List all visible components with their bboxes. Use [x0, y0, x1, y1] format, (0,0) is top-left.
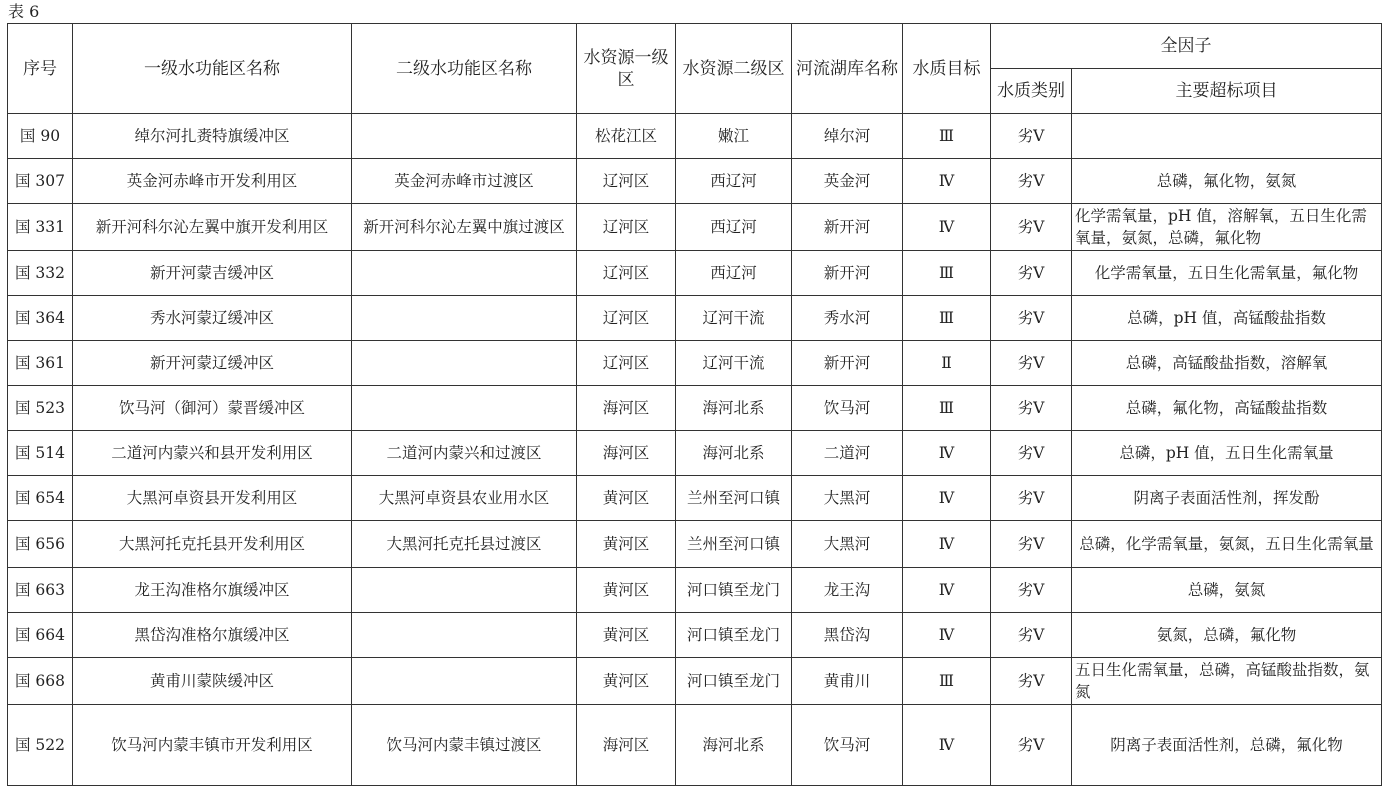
cell-seq: 国 522	[8, 705, 73, 786]
cell-quality-class: 劣Ⅴ	[991, 341, 1072, 386]
cell-water-region-2: 嫩江	[676, 114, 792, 159]
water-function-zone-table	[7, 23, 1382, 786]
cell-secondary-zone	[352, 568, 577, 613]
table-row	[8, 431, 1382, 476]
cell-water-region-1: 黄河区	[577, 476, 676, 521]
cell-secondary-zone	[352, 341, 577, 386]
table-row	[8, 521, 1382, 568]
cell-target: Ⅳ	[903, 613, 991, 658]
cell-primary-zone: 饮马河（御河）蒙晋缓冲区	[73, 386, 352, 431]
header-water-region-2: 水资源二级区	[676, 24, 792, 114]
cell-river-lake: 大黑河	[792, 521, 903, 568]
cell-water-region-2: 兰州至河口镇	[676, 521, 792, 568]
cell-main-items: 化学需氧量，pH 值，溶解氧，五日生化需氧量，氨氮，总磷，氟化物	[1072, 204, 1382, 251]
cell-target: Ⅳ	[903, 568, 991, 613]
table-row	[8, 568, 1382, 613]
cell-primary-zone: 黑岱沟准格尔旗缓冲区	[73, 613, 352, 658]
header-water-region-1: 水资源一级区	[577, 24, 676, 114]
table-row	[8, 386, 1382, 431]
cell-main-items: 阴离子表面活性剂，总磷，氟化物	[1072, 705, 1382, 786]
cell-secondary-zone	[352, 613, 577, 658]
cell-seq: 国 664	[8, 613, 73, 658]
cell-water-region-2: 海河北系	[676, 431, 792, 476]
table-row	[8, 705, 1382, 786]
cell-water-region-1: 辽河区	[577, 204, 676, 251]
cell-main-items: 氨氮，总磷，氟化物	[1072, 613, 1382, 658]
cell-quality-class: 劣Ⅴ	[991, 114, 1072, 159]
cell-water-region-1: 黄河区	[577, 613, 676, 658]
cell-seq: 国 654	[8, 476, 73, 521]
cell-quality-class: 劣Ⅴ	[991, 431, 1072, 476]
cell-secondary-zone	[352, 658, 577, 705]
cell-seq: 国 523	[8, 386, 73, 431]
cell-target: Ⅳ	[903, 705, 991, 786]
cell-primary-zone: 黄甫川蒙陕缓冲区	[73, 658, 352, 705]
table-header	[8, 24, 1382, 114]
header-main-items: 主要超标项目	[1072, 69, 1382, 114]
cell-water-region-1: 辽河区	[577, 341, 676, 386]
cell-river-lake: 绰尔河	[792, 114, 903, 159]
cell-water-region-1: 辽河区	[577, 251, 676, 296]
cell-quality-class: 劣Ⅴ	[991, 613, 1072, 658]
cell-water-region-1: 海河区	[577, 386, 676, 431]
table-body	[8, 114, 1382, 786]
cell-primary-zone: 大黑河托克托县开发利用区	[73, 521, 352, 568]
cell-water-region-2: 河口镇至龙门	[676, 568, 792, 613]
cell-secondary-zone: 新开河科尔沁左翼中旗过渡区	[352, 204, 577, 251]
cell-river-lake: 龙王沟	[792, 568, 903, 613]
cell-water-region-1: 松花江区	[577, 114, 676, 159]
cell-main-items: 总磷，pH 值，五日生化需氧量	[1072, 431, 1382, 476]
table-row	[8, 296, 1382, 341]
cell-seq: 国 663	[8, 568, 73, 613]
table-row	[8, 204, 1382, 251]
table-caption: 表 6	[8, 2, 40, 21]
cell-seq: 国 307	[8, 159, 73, 204]
cell-primary-zone: 二道河内蒙兴和县开发利用区	[73, 431, 352, 476]
cell-main-items: 总磷，pH 值，高锰酸盐指数	[1072, 296, 1382, 341]
cell-target: Ⅲ	[903, 251, 991, 296]
cell-primary-zone: 龙王沟准格尔旗缓冲区	[73, 568, 352, 613]
cell-target: Ⅳ	[903, 476, 991, 521]
cell-target: Ⅳ	[903, 521, 991, 568]
cell-water-region-2: 河口镇至龙门	[676, 658, 792, 705]
cell-water-region-2: 辽河干流	[676, 341, 792, 386]
cell-primary-zone: 饮马河内蒙丰镇市开发利用区	[73, 705, 352, 786]
cell-secondary-zone: 饮马河内蒙丰镇过渡区	[352, 705, 577, 786]
cell-river-lake: 饮马河	[792, 386, 903, 431]
header-river-lake: 河流湖库名称	[792, 24, 903, 114]
cell-water-region-1: 辽河区	[577, 159, 676, 204]
table-row	[8, 114, 1382, 159]
cell-secondary-zone: 大黑河托克托县过渡区	[352, 521, 577, 568]
cell-secondary-zone	[352, 296, 577, 341]
table-row	[8, 613, 1382, 658]
table-row	[8, 658, 1382, 705]
cell-water-region-1: 黄河区	[577, 658, 676, 705]
cell-seq: 国 364	[8, 296, 73, 341]
table-row	[8, 341, 1382, 386]
cell-river-lake: 秀水河	[792, 296, 903, 341]
header-quality-class: 水质类别	[991, 69, 1072, 114]
cell-primary-zone: 新开河科尔沁左翼中旗开发利用区	[73, 204, 352, 251]
cell-main-items: 总磷，氨氮	[1072, 568, 1382, 613]
cell-target: Ⅳ	[903, 159, 991, 204]
cell-secondary-zone	[352, 251, 577, 296]
cell-seq: 国 361	[8, 341, 73, 386]
cell-secondary-zone: 大黑河卓资县农业用水区	[352, 476, 577, 521]
cell-water-region-2: 兰州至河口镇	[676, 476, 792, 521]
cell-river-lake: 大黑河	[792, 476, 903, 521]
cell-river-lake: 黑岱沟	[792, 613, 903, 658]
cell-river-lake: 英金河	[792, 159, 903, 204]
cell-primary-zone: 新开河蒙吉缓冲区	[73, 251, 352, 296]
cell-target: Ⅲ	[903, 296, 991, 341]
cell-water-region-1: 海河区	[577, 705, 676, 786]
table-row	[8, 251, 1382, 296]
cell-water-region-2: 海河北系	[676, 386, 792, 431]
cell-water-region-1: 辽河区	[577, 296, 676, 341]
cell-seq: 国 514	[8, 431, 73, 476]
table-row	[8, 476, 1382, 521]
cell-main-items: 总磷，化学需氧量，氨氮，五日生化需氧量	[1072, 521, 1382, 568]
header-target: 水质目标	[903, 24, 991, 114]
cell-water-region-2: 西辽河	[676, 204, 792, 251]
cell-seq: 国 656	[8, 521, 73, 568]
cell-quality-class: 劣Ⅴ	[991, 476, 1072, 521]
table-row	[8, 159, 1382, 204]
cell-seq: 国 90	[8, 114, 73, 159]
cell-seq: 国 668	[8, 658, 73, 705]
cell-main-items: 五日生化需氧量，总磷，高锰酸盐指数，氨氮	[1072, 658, 1382, 705]
cell-primary-zone: 新开河蒙辽缓冲区	[73, 341, 352, 386]
cell-quality-class: 劣Ⅴ	[991, 658, 1072, 705]
cell-main-items: 化学需氧量，五日生化需氧量，氟化物	[1072, 251, 1382, 296]
cell-quality-class: 劣Ⅴ	[991, 568, 1072, 613]
cell-main-items: 总磷，高锰酸盐指数，溶解氧	[1072, 341, 1382, 386]
cell-target: Ⅳ	[903, 204, 991, 251]
cell-target: Ⅳ	[903, 431, 991, 476]
cell-seq: 国 331	[8, 204, 73, 251]
cell-secondary-zone: 英金河赤峰市过渡区	[352, 159, 577, 204]
header-all-factors: 全因子	[991, 24, 1382, 69]
cell-river-lake: 新开河	[792, 341, 903, 386]
cell-primary-zone: 大黑河卓资县开发利用区	[73, 476, 352, 521]
cell-river-lake: 新开河	[792, 204, 903, 251]
cell-quality-class: 劣Ⅴ	[991, 386, 1072, 431]
cell-quality-class: 劣Ⅴ	[991, 296, 1072, 341]
header-primary-zone: 一级水功能区名称	[73, 24, 352, 114]
cell-primary-zone: 绰尔河扎赉特旗缓冲区	[73, 114, 352, 159]
cell-water-region-2: 辽河干流	[676, 296, 792, 341]
cell-river-lake: 黄甫川	[792, 658, 903, 705]
cell-main-items: 阴离子表面活性剂，挥发酚	[1072, 476, 1382, 521]
header-seq: 序号	[8, 24, 73, 114]
cell-river-lake: 饮马河	[792, 705, 903, 786]
cell-main-items	[1072, 114, 1382, 159]
cell-main-items: 总磷，氟化物，氨氮	[1072, 159, 1382, 204]
cell-secondary-zone	[352, 114, 577, 159]
cell-primary-zone: 秀水河蒙辽缓冲区	[73, 296, 352, 341]
cell-target: Ⅲ	[903, 114, 991, 159]
cell-water-region-1: 黄河区	[577, 568, 676, 613]
cell-primary-zone: 英金河赤峰市开发利用区	[73, 159, 352, 204]
cell-water-region-2: 海河北系	[676, 705, 792, 786]
cell-quality-class: 劣Ⅴ	[991, 204, 1072, 251]
cell-quality-class: 劣Ⅴ	[991, 159, 1072, 204]
cell-quality-class: 劣Ⅴ	[991, 705, 1072, 786]
cell-quality-class: 劣Ⅴ	[991, 251, 1072, 296]
cell-target: Ⅲ	[903, 658, 991, 705]
cell-target: Ⅱ	[903, 341, 991, 386]
cell-water-region-1: 黄河区	[577, 521, 676, 568]
cell-water-region-1: 海河区	[577, 431, 676, 476]
cell-secondary-zone: 二道河内蒙兴和过渡区	[352, 431, 577, 476]
cell-target: Ⅲ	[903, 386, 991, 431]
header-secondary-zone: 二级水功能区名称	[352, 24, 577, 114]
cell-water-region-2: 西辽河	[676, 251, 792, 296]
cell-main-items: 总磷，氟化物，高锰酸盐指数	[1072, 386, 1382, 431]
cell-river-lake: 二道河	[792, 431, 903, 476]
cell-river-lake: 新开河	[792, 251, 903, 296]
cell-seq: 国 332	[8, 251, 73, 296]
cell-secondary-zone	[352, 386, 577, 431]
cell-water-region-2: 西辽河	[676, 159, 792, 204]
cell-water-region-2: 河口镇至龙门	[676, 613, 792, 658]
cell-quality-class: 劣Ⅴ	[991, 521, 1072, 568]
